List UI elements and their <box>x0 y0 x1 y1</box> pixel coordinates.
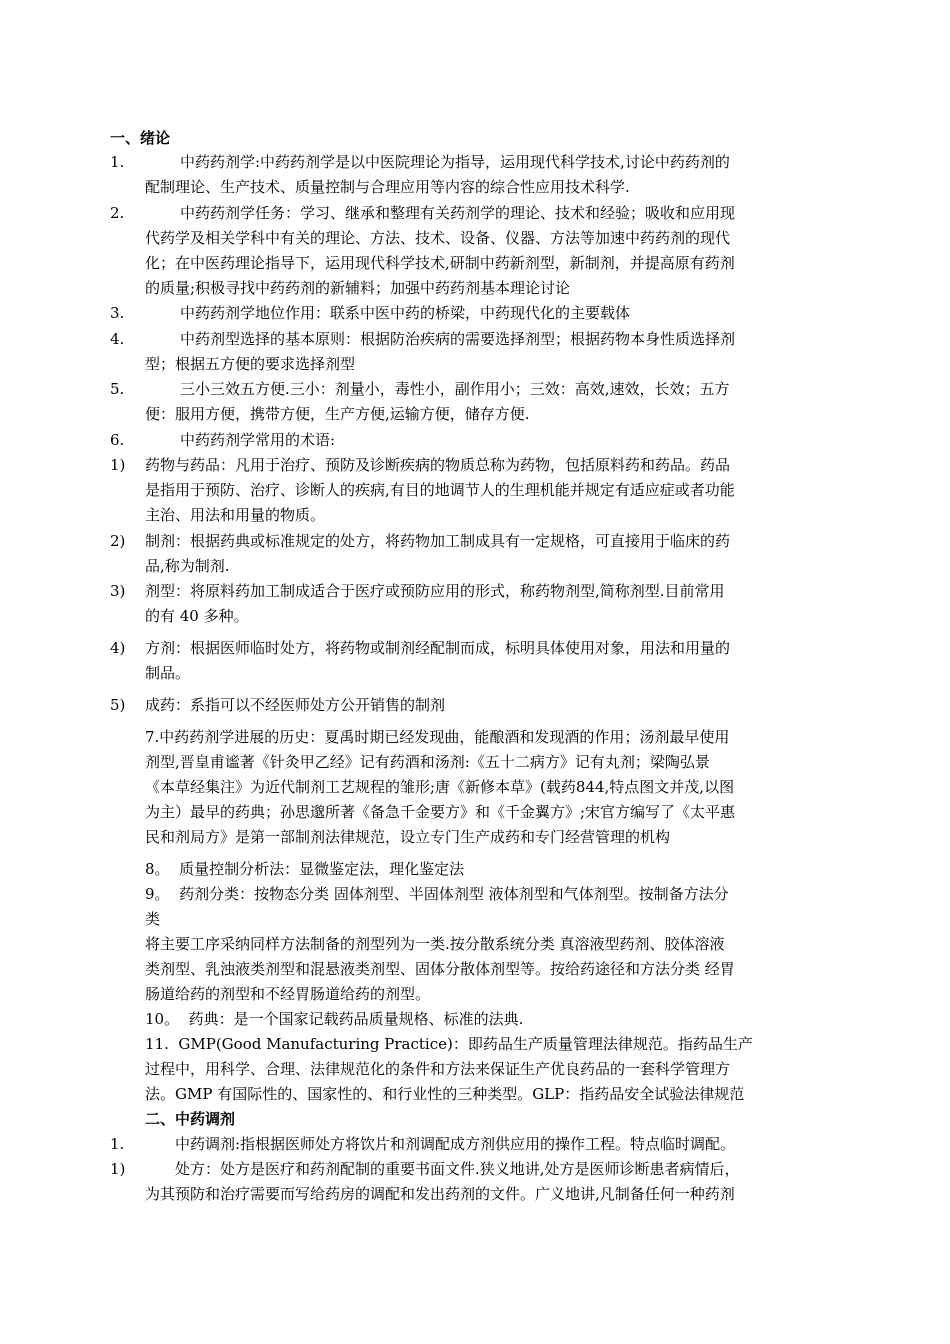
text-line: 型；根据五方便的要求选择剂型 <box>145 355 356 373</box>
section-heading: 二、中药调剂 <box>145 1110 236 1128</box>
text-line: 中药药剂学:中药药剂学是以中医院理论为指导，运用现代科学技术,讨论中药药剂的 <box>180 153 730 171</box>
text-line: 的质量;积极寻找中药药剂的新辅料；加强中药药剂基本理论讨论 <box>145 279 571 297</box>
text-line: 4) <box>110 639 126 657</box>
text-line: 民和剂局方》是第一部制剂法律规范，设立专门生产成药和专门经营管理的机构 <box>145 828 671 846</box>
text-line: 剂型：将原料药加工制成适合于医疗或预防应用的形式，称药物剂型,简称剂型.目前常用 <box>145 582 725 600</box>
text-line: 类 <box>145 910 161 928</box>
text-line: 法。GMP 有国际性的、国家性的、和行业性的三种类型。GLP：指药品安全试验法律规范 <box>145 1085 745 1103</box>
text-line: 方剂：根据医师临时处方，将药物或制剂经配制而成，标明具体使用对象，用法和用量的 <box>145 639 731 657</box>
text-line: 4. <box>110 330 125 348</box>
section-heading: 一、绪论 <box>110 129 171 147</box>
text-line: 1. <box>110 153 125 171</box>
text-line: 配制理论、生产技术、质量控制与合理应用等内容的综合性应用技术科学. <box>145 178 630 196</box>
text-line: 中药剂型选择的基本原则：根据防治疾病的需要选择剂型；根据药物本身性质选择剂 <box>180 330 736 348</box>
text-line: 中药调剂:指根据医师处方将饮片和剂调配成方剂供应用的操作工程。特点临时调配。 <box>175 1135 736 1153</box>
text-line: 三小三效五方便.三小：剂量小，毒性小，副作用小；三效：高效,速效，长效；五方 <box>180 380 730 398</box>
text-line: 中药药剂学地位作用：联系中医中药的桥梁，中药现代化的主要载体 <box>180 304 631 322</box>
text-line: 11. GMP(Good Manufacturing Practice)：即药品生产质量管理法律规范。指药品生产 <box>145 1035 753 1053</box>
text-line: 3. <box>110 304 125 322</box>
text-line: 化；在中医药理论指导下，运用现代科学技术,研制中药新剂型，新制剂，并提高原有药剂 <box>145 254 735 272</box>
text-line: 《本草经集注》为近代制剂工艺规程的雏形;唐《新修本草》(载药844,特点图文并茂,以图 <box>145 778 735 796</box>
text-line: 剂型,晋皇甫谧著《针灸甲乙经》记有药酒和汤剂:《五十二病方》记有丸剂；梁陶弘景 <box>145 753 710 771</box>
text-line: 将主要工序采纳同样方法制备的剂型列为一类.按分散系统分类 真溶液型药剂、胶体溶液 <box>145 935 725 953</box>
text-line: 5) <box>110 696 126 714</box>
text-line: 药物与药品：凡用于治疗、预防及诊断疾病的物质总称为药物，包括原料药和药品。药品 <box>145 456 731 474</box>
text-line: 中药药剂学任务：学习、继承和整理有关药剂学的理论、技术和经验；吸收和应用现 <box>180 204 736 222</box>
text-line: 2) <box>110 532 126 550</box>
text-line: 过程中，用科学、合理、法律规范化的条件和方法来保证生产优良药品的一套科学管理方 <box>145 1060 731 1078</box>
text-line: 的有 40 多种。 <box>145 607 249 625</box>
text-line: 10。 药典：是一个国家记载药品质量规格、标准的法典. <box>145 1010 524 1028</box>
text-line: 成药：系指可以不经医师处方公开销售的制剂 <box>145 696 446 714</box>
text-line: 1) <box>110 456 126 474</box>
text-line: 8。 质量控制分析法：显微鉴定法，理化鉴定法 <box>145 860 465 878</box>
text-line: 代药学及相关学科中有关的理论、方法、技术、设备、仪器、方法等加速中药药剂的现代 <box>145 229 731 247</box>
text-line: 品,称为制剂. <box>145 557 230 575</box>
text-line: 主治、用法和用量的物质。 <box>145 506 326 524</box>
text-line: 5. <box>110 380 125 398</box>
text-line: 类剂型、乳浊液类剂型和混悬液类剂型、固体分散体剂型等。按给药途径和方法分类 经胃 <box>145 960 735 978</box>
text-line: 7.中药药剂学进展的历史：夏禹时期已经发现曲，能酿酒和发现酒的作用；汤剂最早使用 <box>145 728 730 746</box>
text-line: 是指用于预防、治疗、诊断人的疾病,有目的地调节人的生理机能并规定有适应症或者功能 <box>145 481 735 499</box>
text-line: 制品。 <box>145 664 191 682</box>
text-line: 制剂：根据药典或标准规定的处方，将药物加工制成具有一定规格，可直接用于临床的药 <box>145 532 731 550</box>
text-line: 中药药剂学常用的术语: <box>180 431 336 449</box>
text-line: 便：服用方便，携带方便，生产方便,运输方便，储存方便. <box>145 405 530 423</box>
text-line: 肠道给药的剂型和不经胃肠道给药的剂型。 <box>145 985 431 1003</box>
text-line: 3) <box>110 582 126 600</box>
text-line: 为其预防和治疗需要而写给药房的调配和发出药剂的文件。广义地讲,凡制备任何一种药剂 <box>145 1185 735 1203</box>
text-line: 6. <box>110 431 125 449</box>
text-line: 为主）最早的药典；孙思邈所著《备急千金要方》和《千金翼方》;宋官方编写了《太平惠 <box>145 803 736 821</box>
text-line: 2. <box>110 204 125 222</box>
text-line: 1. <box>110 1135 125 1153</box>
text-line: 处方：处方是医疗和药剂配制的重要书面文件.狭义地讲,处方是医师诊断患者病情后， <box>175 1160 740 1178</box>
text-line: 1) <box>110 1160 126 1178</box>
text-line: 9。 药剂分类：按物态分类 固体剂型、半固体剂型 液体剂型和气体剂型。按制备方法分 <box>145 885 729 903</box>
